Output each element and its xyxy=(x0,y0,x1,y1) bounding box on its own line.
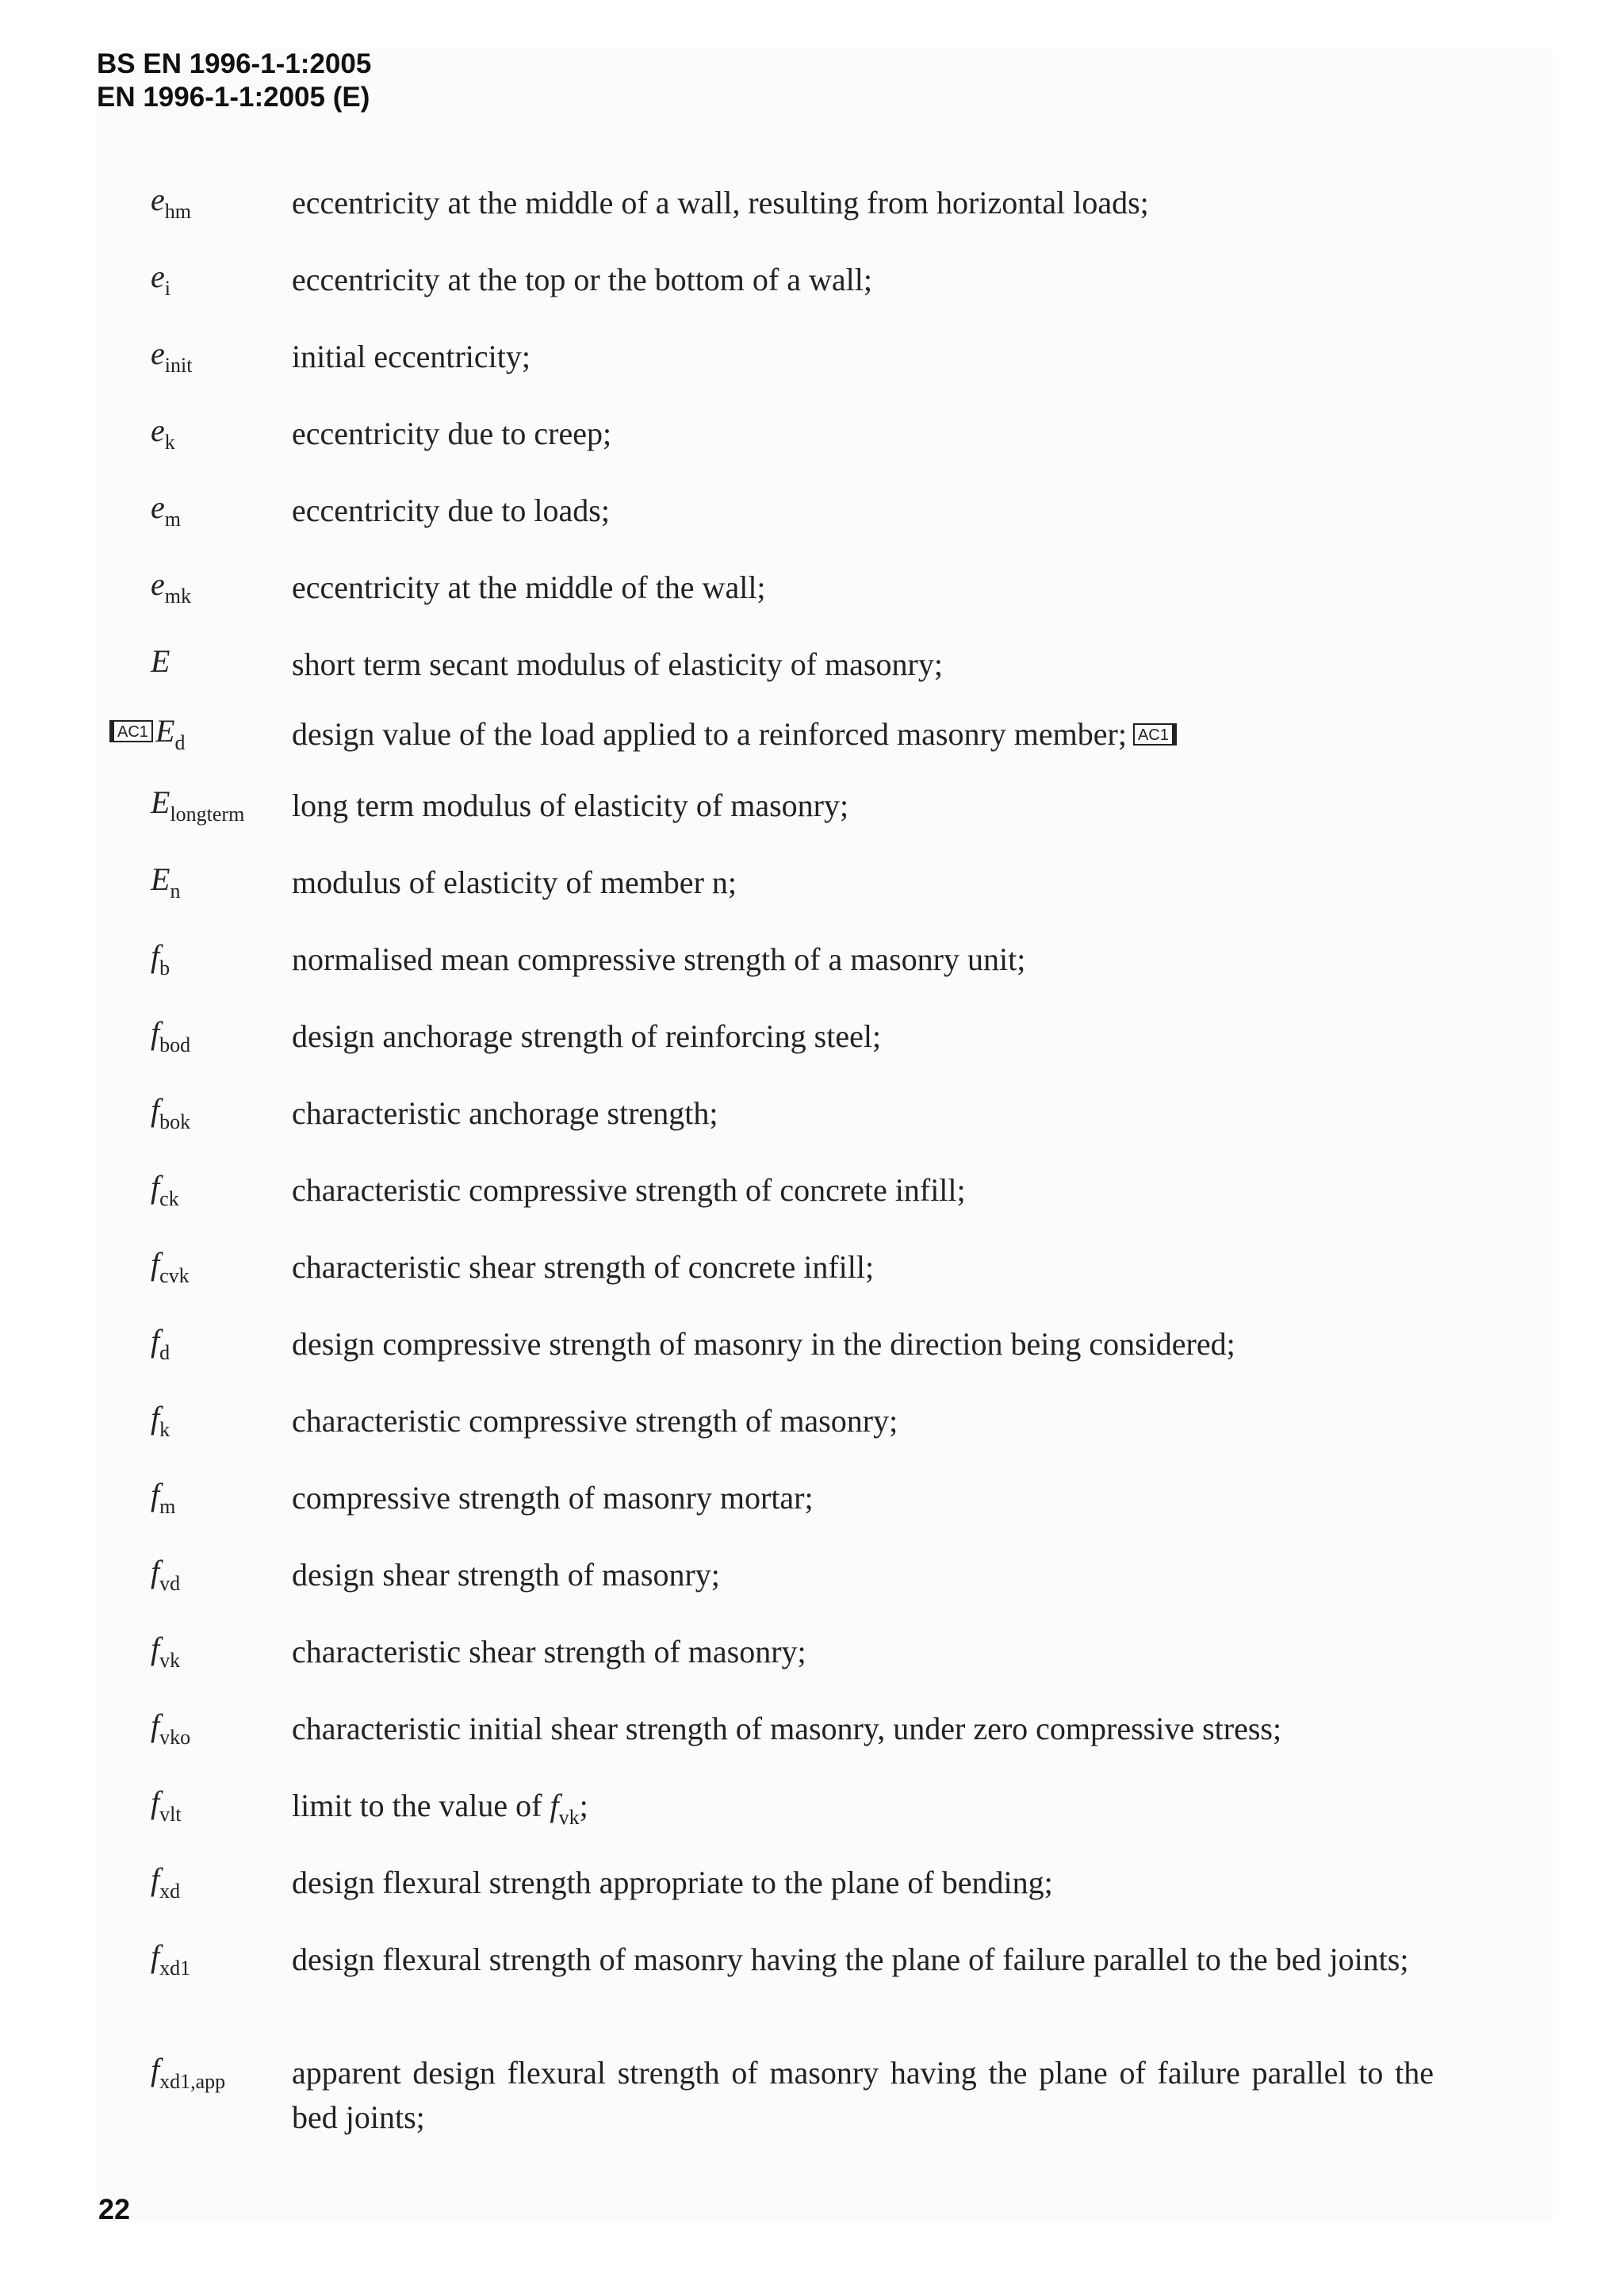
symbol-description: compressive strength of masonry mortar; xyxy=(292,1480,814,1516)
symbol-description: eccentricity at the middle of the wall; xyxy=(292,569,766,605)
symbol-description: characteristic shear strength of masonry; xyxy=(292,1634,806,1669)
symbol-description xyxy=(292,712,1434,757)
symbol: $e_k$ xyxy=(151,412,175,454)
symbol-description: eccentricity at the top or the bottom of a wall; xyxy=(292,262,872,297)
symbol-description-tail: ; xyxy=(579,1788,588,1823)
symbol: $f_b$ xyxy=(151,938,170,979)
symbol-description: modulus of elasticity of member n; xyxy=(292,864,737,900)
symbol: $f_{xd1,app}$ xyxy=(151,2052,226,2093)
symbol: $f_{vlt}$ xyxy=(151,1784,182,1826)
symbol: $f_{ck}$ xyxy=(151,1169,179,1210)
symbol-description: initial eccentricity; xyxy=(292,339,530,374)
symbol-description: characteristic anchorage strength; xyxy=(292,1095,718,1131)
symbol: E xyxy=(151,643,170,679)
symbol: $E_n$ xyxy=(151,861,181,903)
symbol-description: characteristic compressive strength of masonry; xyxy=(292,1403,898,1439)
symbol: $e_{hm}$ xyxy=(151,182,191,223)
standard-reference-en: EN 1996-1-1:2005 (E) xyxy=(97,82,370,113)
symbol: $f_{xd1}$ xyxy=(151,1938,191,1980)
amendment-start-marker xyxy=(109,720,159,746)
symbol-description: design compressive strength of masonry in the direction being considered; xyxy=(292,1326,1235,1362)
symbol: $e_m$ xyxy=(151,489,181,531)
symbol-description: characteristic shear strength of concrete infill; xyxy=(292,1249,875,1285)
page-number: 22 xyxy=(98,2193,131,2225)
symbol-description: eccentricity due to loads; xyxy=(292,493,610,528)
symbol: $f_{cvk}$ xyxy=(151,1246,190,1287)
amendment-start-icon: AC1 xyxy=(109,720,153,742)
symbol: $f_d$ xyxy=(151,1323,170,1364)
standard-reference-bs: BS EN 1996-1-1:2005 xyxy=(97,48,372,79)
symbol: $e_{init}$ xyxy=(151,335,193,377)
symbol: $f_{bok}$ xyxy=(151,1092,191,1133)
symbol: $e_{mk}$ xyxy=(151,566,191,608)
symbol-description: long term modulus of elasticity of masonry; xyxy=(292,788,849,823)
symbol-description xyxy=(292,1784,1434,1828)
symbol: $e_i$ xyxy=(151,259,170,300)
symbol-description: design flexural strength of masonry having the plane of failure parallel to the bed joints; xyxy=(292,1941,1409,1977)
symbol-description: design shear strength of masonry; xyxy=(292,1557,720,1593)
symbol: $f_k$ xyxy=(151,1400,170,1441)
symbol-description-text: design value of the load applied to a reinforced masonry member; xyxy=(292,716,1127,752)
symbol-description: apparent design flexural strength of masonry having the plane of failure parallel to the bed joints; xyxy=(292,2055,1434,2135)
symbol: $f_{bod}$ xyxy=(151,1015,191,1056)
symbol-description: design anchorage strength of reinforcing steel; xyxy=(292,1018,882,1054)
symbol-description: eccentricity at the middle of a wall, resulting from horizontal loads; xyxy=(292,185,1149,220)
symbol-description: characteristic compressive strength of concrete infill; xyxy=(292,1172,966,1208)
symbol-description: short term secant modulus of elasticity of masonry; xyxy=(292,646,943,682)
symbol: $E_d$ xyxy=(155,713,186,754)
symbol: $f_{vd}$ xyxy=(151,1554,181,1595)
symbol: $E_{longterm}$ xyxy=(151,784,245,826)
amendment-end-icon: AC1 xyxy=(1133,723,1177,746)
symbol-description-text: limit to the value of xyxy=(292,1788,542,1823)
symbol-description: design flexural strength appropriate to the plane of bending; xyxy=(292,1865,1053,1900)
symbol: $f_m$ xyxy=(151,1477,176,1518)
symbol-description: normalised mean compressive strength of a masonry unit; xyxy=(292,941,1026,977)
symbol: $f_{vk}$ xyxy=(151,1631,181,1672)
symbol-description: characteristic initial shear strength of masonry, under zero compressive stress; xyxy=(292,1711,1282,1746)
symbol: $f_{xd}$ xyxy=(151,1861,181,1903)
symbol-description: eccentricity due to creep; xyxy=(292,416,612,451)
symbol: $f_{vko}$ xyxy=(151,1708,191,1749)
inline-symbol: $f_{vk}$ xyxy=(550,1788,580,1829)
